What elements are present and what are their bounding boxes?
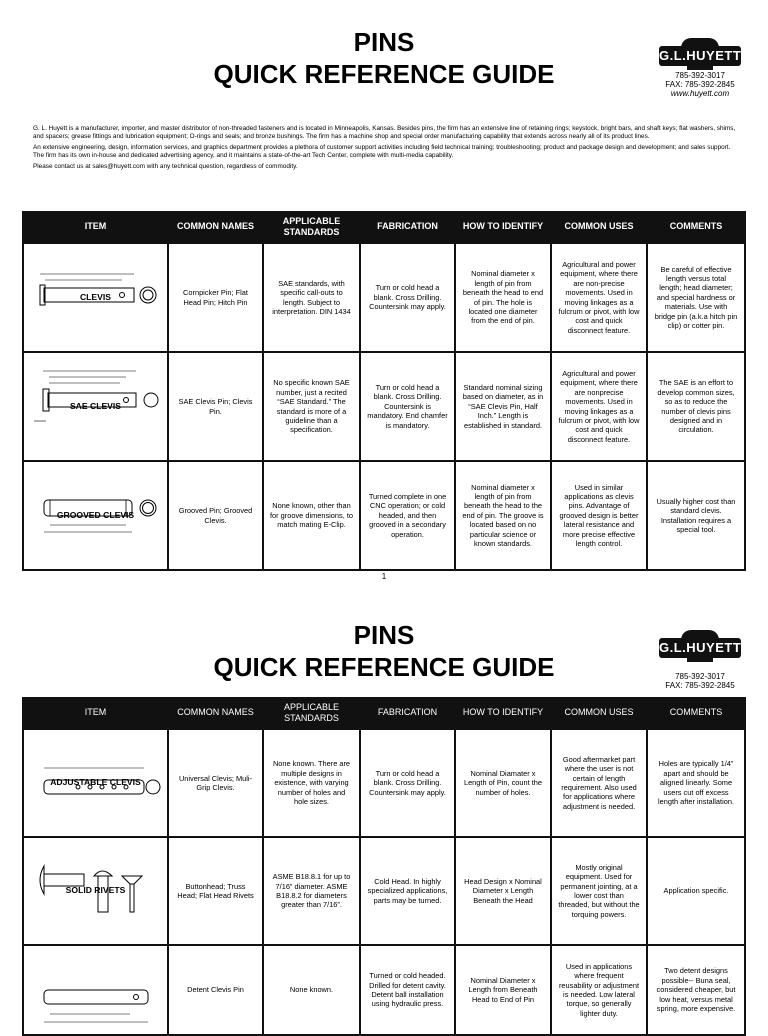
header-standards: APPLICABLE STANDARDS (263, 211, 360, 243)
solid-rivet-drawing-icon (30, 846, 162, 926)
header-identify: HOW TO IDENTIFY (455, 211, 551, 243)
identify-cell: Standard nominal sizing based on diameter, as in “SAE Clevis Pin, Half Inch.” Length is established in standard. (455, 352, 551, 461)
logo-text: G.L.HUYETT (659, 638, 741, 658)
comments-cell: Usually higher cost than standard clevis. Installation requires a special tool. (647, 461, 745, 570)
standards-cell: No specific known SAE number, just a recited “SAE Standard.” The standard is more of a guideline than a specification. (263, 352, 360, 461)
table-row (23, 243, 745, 352)
page2-reference-table (22, 697, 746, 1036)
item-cell (23, 352, 168, 461)
fabrication-cell: Turned complete in one CNC operation; or cold headed, and then grooved in a secondary operation. (360, 461, 455, 570)
identify-cell: Nominal diameter x length of pin from beneath the head to the end of pin. The groove is located based on no particular science or known standards. (455, 461, 551, 570)
header-uses: COMMON USES (551, 211, 647, 243)
header-identify: HOW TO IDENTIFY (455, 697, 551, 729)
item-cell (23, 729, 168, 837)
item-cell (23, 837, 168, 945)
standards-cell: ASME B18.8.1 for up to 7/16” diameter. ASME B18.8.2 for diameters greater than 7/16”. (263, 837, 360, 945)
page2-contact (650, 672, 750, 690)
website-link[interactable]: www.huyett.com (670, 89, 730, 98)
table-row (23, 837, 745, 945)
page1-contact (650, 71, 750, 98)
standards-cell: SAE standards, with specific call-outs to length. Subject to interpretation. DIN 1434 (263, 243, 360, 352)
table-row (23, 729, 745, 837)
common-names-cell: Cornpicker Pin; Flat Head Pin; Hitch Pin (168, 243, 263, 352)
item-cell (23, 243, 168, 352)
header-comments: COMMENTS (647, 211, 745, 243)
intro-paragraph: An extensive engineering, design, information services, and graphics department provides a plethora of customer support activities including field technical training; troubleshooting; product and package design and development; and sales support. The firm has its own in-house and dedicated advertising agency, and it maintains a state-of-the-art Tech Center, complete with multi-media capability. (33, 144, 731, 159)
page2-title-line2: QUICK REFERENCE GUIDE (213, 652, 555, 682)
item-name: SOLID RIVETS (65, 885, 126, 896)
intro-paragraph: Please contact us at sales@huyett.com with any technical question, regardless of commodity. (33, 163, 298, 171)
comments-cell: Two detent designs possible-- Buna seal, considered cheaper, but low heat, versus metal spring, more expensive. (647, 945, 745, 1035)
uses-cell: Used in applications where frequent reusability or adjustment is needed. Low lateral torque, so generally lighter duty. (551, 945, 647, 1035)
detent-clevis-pin-drawing-icon (30, 954, 162, 1034)
uses-cell: Good aftermarket part where the user is not certain of length requirement. Also used for applications where adjustment is needed. (551, 729, 647, 837)
comments-cell: Be careful of effective length versus total length; head diameter; and special hardness or materials. Use with bridge pin (a.k.a hitch pin clip) or cotter pin. (647, 243, 745, 352)
header-comments: COMMENTS (647, 697, 745, 729)
header-fabrication: FABRICATION (360, 697, 455, 729)
common-names-cell: Detent Clevis Pin (168, 945, 263, 1035)
table-row (23, 461, 745, 570)
uses-cell: Agricultural and power equipment, where there are nonprecise movements. Used in moving linkages as a fulcrum or pivot, with low cost and quick disconnect feature. (551, 352, 647, 461)
page1-title-line1: PINS (353, 27, 415, 57)
common-names-cell: Buttonhead; Truss Head; Flat Head Rivets (168, 837, 263, 945)
item-name: CLEVIS (79, 291, 112, 302)
page-number: 1 (381, 572, 387, 581)
fabrication-cell: Turn or cold head a blank. Cross Drilling. Countersink may apply. (360, 729, 455, 837)
item-name: ADJUSTABLE CLEVIS (50, 777, 141, 788)
header-common-names: COMMON NAMES (168, 697, 263, 729)
intro-text (33, 125, 738, 175)
standards-cell: None known. There are multiple designs in existence, with varying number of holes and hole sizes. (263, 729, 360, 837)
table-header-row (23, 697, 745, 729)
uses-cell: Used in similar applications as clevis pins. Advantage of grooved design is better lateral resistance and more precise effective length control. (551, 461, 647, 570)
uses-cell: Agricultural and power equipment, where there are non-precise movements. Used in moving linkages as a fulcrum or pivot, with low cost and quick disconnect feature. (551, 243, 647, 352)
comments-cell: Application specific. (647, 837, 745, 945)
standards-cell: None known, other than for groove dimensions, to match mating E-Clip. (263, 461, 360, 570)
clevis-pin-drawing-icon (30, 252, 162, 332)
page2-title-line1: PINS (353, 620, 415, 650)
phone: 785-392-3017 (675, 71, 725, 80)
huyett-logo (659, 38, 741, 72)
phone: 785-392-3017 (675, 672, 725, 681)
sae-clevis-pin-drawing-icon (30, 361, 162, 441)
item-name: GROOVED CLEVIS (56, 509, 135, 520)
fax: FAX: 785-392-2845 (665, 80, 735, 89)
identify-cell: Nominal diameter x length of pin from beneath the head to end of pin. The hole is located one diameter from the end of pin. (455, 243, 551, 352)
header-uses: COMMON USES (551, 697, 647, 729)
header-item: ITEM (23, 211, 168, 243)
common-names-cell: SAE Clevis Pin; Clevis Pin. (168, 352, 263, 461)
common-names-cell: Universal Clevis; Muli-Grip Clevis. (168, 729, 263, 837)
item-cell (23, 945, 168, 1035)
table-row (23, 945, 745, 1035)
item-cell (23, 461, 168, 570)
page1-title-line2: QUICK REFERENCE GUIDE (213, 59, 555, 89)
fax: FAX: 785-392-2845 (665, 681, 735, 690)
common-names-cell: Grooved Pin; Grooved Clevis. (168, 461, 263, 570)
standards-cell: None known. (263, 945, 360, 1035)
identify-cell: Nominal Diamater x Length of Pin, count the number of holes. (455, 729, 551, 837)
uses-cell: Mostly original equipment. Used for permanent jointing, at a lower cost than threaded, but without the torquing powers. (551, 837, 647, 945)
logo-text: G.L.HUYETT (659, 46, 741, 66)
item-name: SAE CLEVIS (69, 400, 122, 411)
fabrication-cell: Turn or cold head a blank. Cross Drilling. Countersink may apply. (360, 243, 455, 352)
grooved-clevis-pin-drawing-icon (30, 470, 162, 550)
comments-cell: The SAE is an effort to develop common sizes, so as to reduce the number of clevis pins designed and in circulation. (647, 352, 745, 461)
header-common-names: COMMON NAMES (168, 211, 263, 243)
fabrication-cell: Cold Head. In highly specialized applications, parts may be turned. (360, 837, 455, 945)
adjustable-clevis-pin-drawing-icon (30, 738, 162, 818)
table-row (23, 352, 745, 461)
table-header-row (23, 211, 745, 243)
intro-paragraph: G. L. Huyett is a manufacturer, importer, and master distributor of non-threaded fasteners and is located in Minneapolis, Kansas. Besides pins, the firm has an extensive line of retaining rings; keystock, bright bars, and shaft keys; flat washers, shims, and spacers; grease fittings and lubrication equipment; O-rings and seals; and bronze bushings. The firm has a machine shop and special order manufacturing capability that extends across nearly all of its product lines. (33, 125, 736, 140)
identify-cell: Head Design x Nominal Diameter x Length Beneath the Head (455, 837, 551, 945)
logo-underbar-icon (687, 658, 713, 662)
huyett-logo (659, 630, 741, 664)
header-item: ITEM (23, 697, 168, 729)
header-standards: APPLICABLE STANDARDS (263, 697, 360, 729)
fabrication-cell: Turned or cold headed. Drilled for detent cavity. Detent ball installation using hydraulic press. (360, 945, 455, 1035)
fabrication-cell: Turn or cold head a blank. Cross Drilling. Countersink is mandatory. End chamfer is mandatory. (360, 352, 455, 461)
comments-cell: Holes are typically 1/4” apart and should be aligned linearly. Some users cut off excess length after installation. (647, 729, 745, 837)
header-fabrication: FABRICATION (360, 211, 455, 243)
identify-cell: Nominal Diameter x Length from Beneath Head to End of Pin (455, 945, 551, 1035)
page1-reference-table (22, 211, 746, 571)
logo-underbar-icon (687, 66, 713, 70)
